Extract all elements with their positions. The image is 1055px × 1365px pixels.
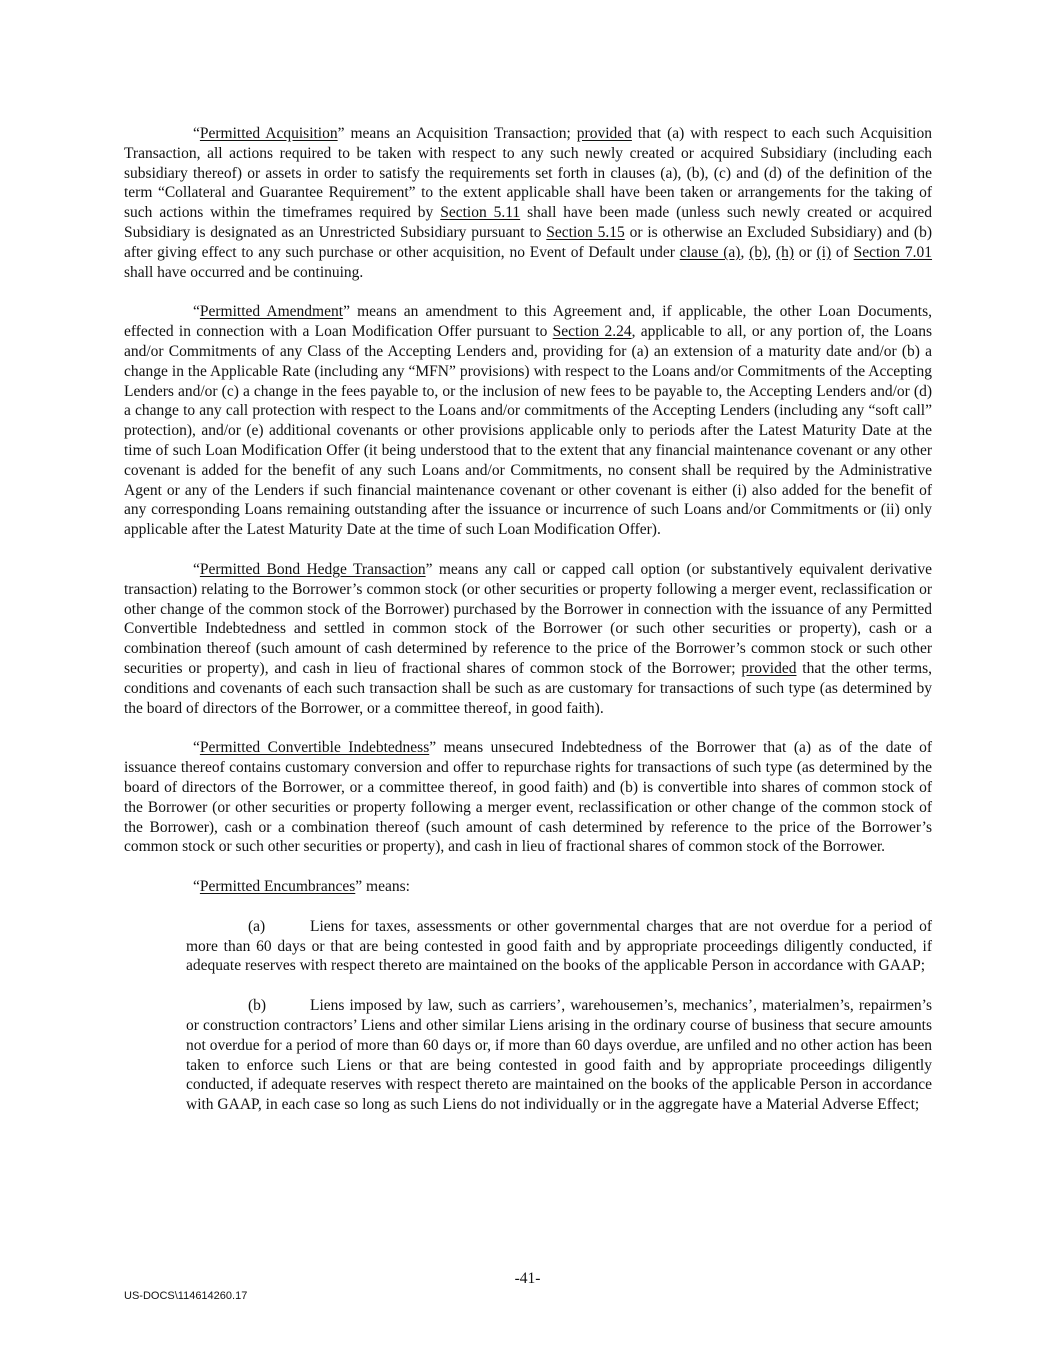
section-reference: Section 5.15 [546, 223, 625, 241]
section-reference: Section 7.01 [853, 243, 933, 261]
clause-label: (b) [248, 997, 267, 1015]
clause-text: Liens for taxes, assessments or other governmental charges that are not overdue for a period of more than 60 days or that are being contested in good faith and by appropriate proceedings diligently conducted, if adequate reserves with respect thereto are maintained on the books of the applicable Person in accordance with GAAP; [186, 917, 932, 975]
definition-permitted-convertible-indebtedness: “Permitted Convertible Indebtedness” means unsecured Indebtedness of the Borrower that (a) as of the date of issuance thereof contains customary conversion and offer to repurchase rights for transactions of such type (as determined by the board of directors of the Borrower, or a committee thereof, in good faith) and (b) is convertible into shares of common stock of the Borrower (or other securities or property following a merger event, reclassification or other change of the common stock of the Borrower), cash or a combination thereof (such amount of cash determined by reference to the price of the Borrower’s common stock or such other securities or property), and cash in lieu of fractional shares of common stock of the Borrower. [124, 739, 932, 856]
encumbrance-clause-a [186, 917, 932, 976]
document-id: US-DOCS\114614260.17 [124, 1290, 248, 1302]
encumbrance-clause-b [186, 996, 932, 1115]
defined-term: Permitted Acquisition [199, 125, 338, 142]
document-body [124, 124, 932, 1135]
clause-label: (a) [248, 917, 266, 935]
provided-term: provided [741, 659, 797, 677]
section-reference: Section 2.24 [552, 323, 632, 341]
definition-permitted-bond-hedge-transaction: “Permitted Bond Hedge Transaction” means any call or capped call option (or substantively equivalent derivative transaction) relating to the Borrower’s common stock (or other securities or property following a merger event, reclassification or other change of the common stock of the Borrower) purchased by the Borrower in connection with the issuance of any Permitted Convertible Indebtedness and settled in common stock of the Borrower (or such other securities or property), cash or a combination thereof (such amount of cash determined by reference to the price of the Borrower’s common stock or such other securities or property), and cash in lieu of fractional shares of common stock of the Borrower; provided that the other terms, conditions and covenants of each such transaction shall be such as are customary for transactions of such type (as determined by the board of directors of the Borrower, or a committee thereof, in good faith). [124, 560, 932, 717]
clause-text: Liens imposed by law, such as carriers’, warehousemen’s, mechanics’, materialmen’s, repairmen’s or construction contractors’ Liens and other similar Liens arising in the ordinary course of business that secure amounts not overdue for a period of more than 60 days or, if more than 60 days overdue, are unfiled and no other action has been taken to enforce such Liens or that are being contested in good faith and by appropriate proceedings diligently conducted, if adequate reserves with respect thereto are maintained on the books of the applicable Person in accordance with GAAP, in each case so long as such Liens do not individually or in the aggregate have a Material Adverse Effect; [186, 997, 932, 1114]
definition-permitted-amendment: “Permitted Amendment” means an amendment to this Agreement and, if applicable, the other Loan Documents, effected in connection with a Loan Modification Offer pursuant to Section 2.24, applicable to all, or any portion of, the Loans and/or Commitments of any Class of the Accepting Lenders and, providing for (a) an extension of a maturity date and/or (b) a change in the Applicable Rate (including any “MFN” provisions) with respect to the Loans and/or Commitments of the Accepting Lenders and/or (c) a change in the fees payable to, or the inclusion of new fees to be payable to, the Accepting Lenders and/or (d) a change to any call protection with respect to the Loans and/or commitments of the Accepting Lenders (including any “soft call” protection), and/or (e) additional covenants or other provisions applicable only to periods after the Latest Maturity Date at the time of such Loan Modification Offer (it being understood that to the extent that any financial maintenance covenant or any other covenant is added for the benefit of any such Loans and/or Commitments, no consent shall be required by the Administrative Agent or any of the Lenders if such financial maintenance covenant or other covenant is either (i) also added for the benefit of any corresponding Loans remaining outstanding after the issuance or incurrence of such Loans and/or Commitments or (ii) only applicable after the Latest Maturity Date at the time of such Loan Modification Offer). [124, 303, 933, 539]
clause-reference: (h) [775, 243, 794, 261]
defined-term: Permitted Convertible Indebtedness [199, 739, 430, 757]
clause-reference: (i) [816, 243, 832, 261]
clause-reference: (b) [749, 243, 768, 261]
provided-term: provided [576, 125, 632, 142]
defined-term: Permitted Encumbrances [199, 878, 356, 896]
section-reference: Section 5.11 [440, 204, 521, 222]
defined-term: Permitted Amendment [199, 303, 344, 321]
page-number: -41- [514, 1270, 541, 1287]
defined-term: Permitted Bond Hedge Transaction [199, 560, 426, 578]
clause-reference: clause (a) [679, 243, 741, 261]
definition-permitted-encumbrances: “Permitted Encumbrances” means: [193, 878, 410, 896]
definition-permitted-acquisition: “Permitted Acquisition” means an Acquisition Transaction; provided that (a) with respect to each such Acquisition Transaction, all actions required to be taken with respect to any such newly created or acquired Subsidiary (including each subsidiary thereof) or assets in order to satisfy the requirements set forth in clauses (a), (b), (c) and (d) of the definition of the term “Collateral and Guarantee Requirement” to the extent applicable shall have been taken or arrangements for the taking of such actions within the timeframes required by Section 5.11 shall have been made (unless such newly created or acquired Subsidiary is designated as an Unrestricted Subsidiary pursuant to Section 5.15 or is otherwise an Excluded Subsidiary) and (b) after giving effect to any such purchase or other acquisition, no Event of Default under clause (a), (b), (h) or (i) of Section 7.01 shall have occurred and be continuing. [124, 125, 933, 281]
